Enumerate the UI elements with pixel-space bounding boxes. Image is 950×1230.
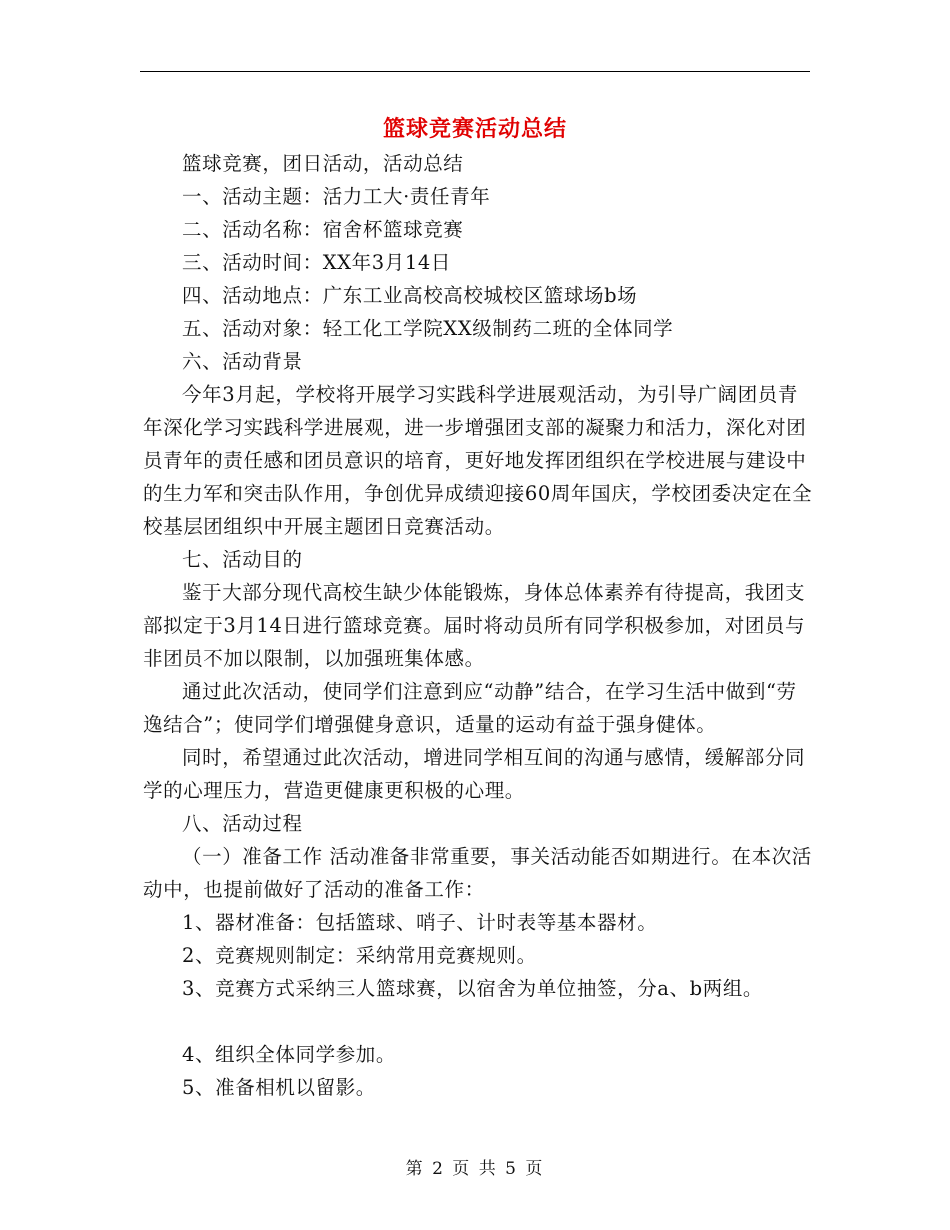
purpose-paragraph-3: 同时，希望通过此次活动，增进同学相互间的沟通与感情，缓解部分同学的心理压力，营造更健康更积极的心理。 xyxy=(143,746,806,802)
prep-item-1: 1、器材准备：包括篮球、哨子、计时表等基本器材。 xyxy=(182,911,658,934)
prep-item-3: 3、竞赛方式采纳三人篮球赛，以宿舍为单位抽签，分a、b两组。 xyxy=(182,977,764,1000)
blank-line xyxy=(143,1005,813,1038)
keywords-line: 篮球竞赛，团日活动，活动总结 xyxy=(182,152,464,175)
section-process-heading: 八、活动过程 xyxy=(182,812,303,835)
section-purpose-heading: 七、活动目的 xyxy=(182,548,303,571)
document-title: 篮球竞赛活动总结 xyxy=(382,116,567,142)
preparation-paragraph: （一）准备工作 活动准备非常重要，事关活动能否如期进行。在本次活动中，也提前做好了活动的准备工作： xyxy=(143,845,812,901)
purpose-paragraph-2: 通过此次活动，使同学们注意到应“动静”结合，在学习生活中做到“劳逸结合”；使同学们增强健身意识，适量的运动有益于强身健体。 xyxy=(143,680,797,736)
prep-item-4: 4、组织全体同学参加。 xyxy=(182,1043,397,1066)
section-location: 四、活动地点：广东工业高校高校城校区篮球场b场 xyxy=(182,284,638,307)
background-paragraph: 今年3月起，学校将开展学习实践科学进展观活动，为引导广阔团员青年深化学习实践科学进展观，进一步增强团支部的凝聚力和活力，深化对团员青年的责任感和团员意识的培育，更好地发挥团组织在学校进展与建设中的生力军和突击队作用，争创优异成绩迎接60周年国庆，学校团委决定在全校基层团组织中开展主题团日竞赛活动。 xyxy=(143,383,813,538)
purpose-paragraph-1: 鉴于大部分现代高校生缺少体能锻炼，身体总体素养有待提高，我团支部拟定于3月14日进行篮球竞赛。届时将动员所有同学积极参加，对团员与非团员不加以限制，以加强班集体感。 xyxy=(143,581,806,670)
page-number: 第 2 页 共 5 页 xyxy=(405,1159,545,1179)
prep-item-2: 2、竞赛规则制定：采纳常用竞赛规则。 xyxy=(182,944,537,967)
section-theme: 一、活动主题：活力工大·责任青年 xyxy=(182,185,491,208)
section-time: 三、活动时间：XX年3月14日 xyxy=(182,251,451,274)
document-body xyxy=(143,147,813,1104)
section-background-heading: 六、活动背景 xyxy=(182,350,303,373)
section-participants: 五、活动对象：轻工化工学院XX级制药二班的全体同学 xyxy=(182,317,674,340)
section-name: 二、活动名称：宿舍杯篮球竞赛 xyxy=(182,218,464,241)
prep-item-5: 5、准备相机以留影。 xyxy=(182,1076,376,1099)
header-rule xyxy=(140,71,810,72)
